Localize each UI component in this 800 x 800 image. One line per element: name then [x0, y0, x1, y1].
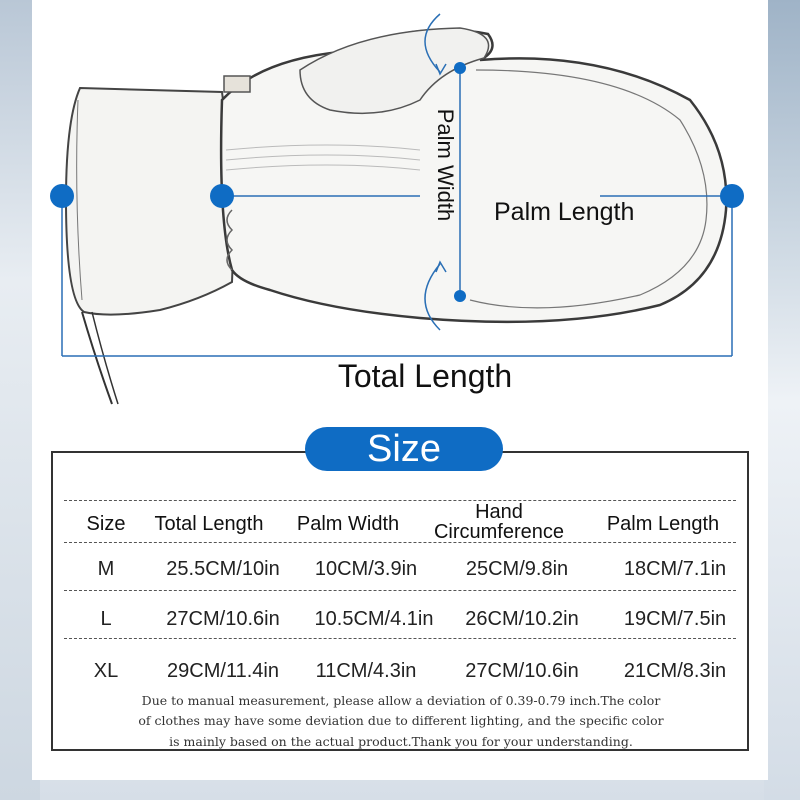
cell-width-l: 10.5CM/4.1in	[314, 608, 434, 630]
cell-total-xl: 29CM/11.4in	[167, 660, 279, 682]
measure-point-wrist	[210, 184, 234, 208]
measure-point-tip	[720, 184, 744, 208]
table-rule	[64, 542, 736, 543]
cell-total-l: 27CM/10.6in	[166, 608, 280, 630]
cell-total-m: 25.5CM/10in	[166, 558, 280, 580]
cell-width-m: 10CM/3.9in	[314, 558, 418, 580]
cell-palm-m: 18CM/7.1in	[623, 558, 727, 580]
note-line: is mainly based on the actual product.Thank you for your understanding.	[169, 734, 633, 749]
cell-size-m: M	[97, 558, 115, 580]
note-line: Due to manual measurement, please allow a deviation of 0.39-0.79 inch.The color	[141, 693, 661, 708]
header-hand-circumference	[424, 502, 574, 542]
cell-palm-l: 19CM/7.5in	[623, 608, 727, 630]
table-rule	[64, 500, 736, 501]
cell-circ-m: 25CM/9.8in	[465, 558, 569, 580]
palm-length-label: Palm Length	[494, 198, 635, 226]
palm-width-label: Palm Width	[433, 108, 458, 222]
header-total-length: Total Length	[154, 513, 264, 535]
cell-palm-xl: 21CM/8.3in	[623, 660, 727, 682]
note-line: of clothes may have some deviation due to different lighting, and the specific color	[138, 713, 664, 728]
header-palm-width: Palm Width	[296, 513, 400, 535]
cell-circ-xl: 27CM/10.6in	[465, 660, 579, 682]
size-badge: Size	[305, 427, 503, 471]
cell-width-xl: 11CM/4.3in	[315, 660, 417, 682]
header-size: Size	[86, 513, 126, 535]
measure-point-cuff-end	[50, 184, 74, 208]
header-palm-length: Palm Length	[606, 513, 720, 535]
total-length-label: Total Length	[337, 358, 513, 394]
header-circumference-line1: Hand	[475, 501, 523, 523]
measure-point-width-bottom	[454, 290, 466, 302]
table-rule	[64, 590, 736, 591]
cell-size-xl: XL	[93, 660, 119, 682]
header-circumference-line2: Circumference	[433, 521, 565, 543]
table-rule	[64, 638, 736, 639]
cell-size-l: L	[100, 608, 112, 630]
cell-circ-l: 26CM/10.2in	[465, 608, 579, 630]
